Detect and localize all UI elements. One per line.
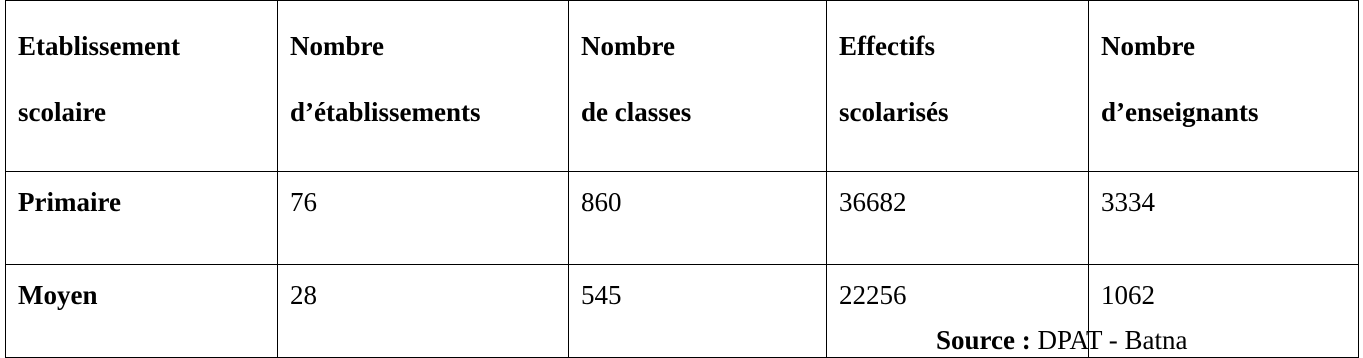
cell-effectifs: 36682 bbox=[827, 172, 1089, 265]
header-line: scolarisés bbox=[839, 97, 949, 127]
header-line: scolaire bbox=[18, 97, 106, 127]
header-line: Nombre bbox=[290, 31, 384, 61]
header-nombre-classes bbox=[569, 1, 827, 172]
header-nombre-etablissements bbox=[278, 1, 569, 172]
table-row-primaire bbox=[6, 172, 1359, 265]
cell-effectifs: 22256 bbox=[827, 265, 1089, 358]
header-line: Nombre bbox=[581, 31, 675, 61]
data-table-container bbox=[5, 0, 1358, 358]
cell-enseignants: 3334 bbox=[1089, 172, 1359, 265]
header-effectifs-scolarises bbox=[827, 1, 1089, 172]
header-nombre-enseignants bbox=[1089, 1, 1359, 172]
source-label: Source : bbox=[936, 325, 1031, 355]
source-text: DPAT - Batna bbox=[1037, 325, 1188, 355]
header-line: Effectifs bbox=[839, 31, 935, 61]
header-line: d’établissements bbox=[290, 97, 481, 127]
row-label: Moyen bbox=[6, 265, 278, 358]
header-line: Nombre bbox=[1101, 31, 1195, 61]
cell-etablissements: 28 bbox=[278, 265, 569, 358]
cell-classes: 545 bbox=[569, 265, 827, 358]
source-note bbox=[936, 324, 1188, 356]
header-line: Etablissement bbox=[18, 31, 180, 61]
schools-table bbox=[5, 0, 1359, 358]
header-etablissement-scolaire bbox=[6, 1, 278, 172]
header-line: de classes bbox=[581, 97, 692, 127]
cell-enseignants: 1062 bbox=[1089, 265, 1359, 358]
cell-etablissements: 76 bbox=[278, 172, 569, 265]
cell-classes: 860 bbox=[569, 172, 827, 265]
header-line: d’enseignants bbox=[1101, 97, 1259, 127]
row-label: Primaire bbox=[6, 172, 278, 265]
table-header-row bbox=[6, 1, 1359, 172]
